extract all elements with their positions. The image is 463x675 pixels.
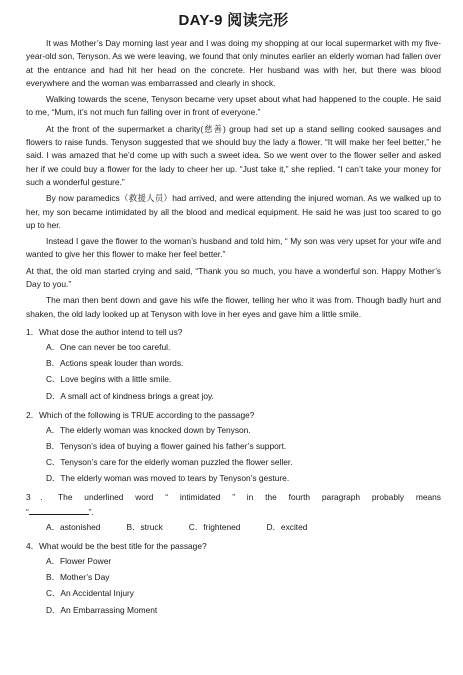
option-d: D．A small act of kindness brings a great joy. bbox=[46, 390, 214, 401]
question-3 bbox=[26, 491, 441, 535]
option-a: A．One can never be too careful. bbox=[46, 342, 171, 353]
option-list bbox=[26, 519, 441, 535]
page-title: DAY-9 阅读完形 bbox=[178, 12, 289, 29]
option-d: D．excited bbox=[266, 521, 308, 532]
passage-paragraph-7: The man then bent down and gave his wife the flower, telling her who it was from. Though badly hurt and shaken, the old lady looked up at Tenyson with love in her eyes and gave him a little smile. bbox=[26, 295, 441, 319]
passage-paragraph-4: By now paramedics（救援人员）had arrived, and were attending the injured woman. As we walked up to her, my son became intimidated by all the blood and medical equipment. He said he was just too scared to go up to her. bbox=[26, 193, 441, 230]
option-list bbox=[26, 553, 441, 617]
passage-paragraph-5: Instead I gave the flower to the woman’s husband and told him, “ My son was very upset for your wife and wanted to give her this flower to make her feel better.” bbox=[26, 236, 441, 260]
question-stem: 3．The underlined word “ intimidated ” in the fourth paragraph probably means bbox=[26, 492, 441, 503]
option-d: D．The elderly woman was moved to tears by Tenyson’s gesture. bbox=[46, 473, 290, 484]
option-list bbox=[26, 422, 441, 486]
option-b: B．Actions speak louder than words. bbox=[46, 358, 184, 369]
option-c: C．Tenyson’s care for the elderly woman puzzled the flower seller. bbox=[46, 457, 293, 468]
passage-paragraph-6: At that, the old man started crying and said, “Thank you so much, you have a wonderful son. Happy Mother’s Day to you.” bbox=[26, 265, 441, 290]
option-c: C．Love begins with a little smile. bbox=[46, 374, 172, 385]
option-b: B．Mother’s Day bbox=[46, 572, 110, 583]
option-a: A．Flower Power bbox=[46, 556, 112, 567]
question-2 bbox=[26, 409, 441, 487]
question-stem: 4．What would be the best title for the passage? bbox=[26, 540, 207, 551]
option-d: D．An Embarrassing Moment bbox=[46, 604, 158, 615]
question-stem: 2．Which of the following is TRUE according to the passage? bbox=[26, 409, 255, 420]
question-stem: 1．What dose the author intend to tell us? bbox=[26, 326, 183, 337]
question-1 bbox=[26, 326, 441, 404]
passage bbox=[26, 37, 441, 321]
option-b: B．struck bbox=[126, 521, 163, 532]
question-stem-continuation bbox=[26, 505, 441, 519]
passage-paragraph-3: At the front of the supermarket a charity(慈善) group had set up a stand selling cooked sausages and flowers to raise funds. Tenyson suggested that we should buy the lady a flower. “It will make her feel better,” he said. I was amazed that he’d come up with such a sweet idea. So we went over to the flower seller and asked her if we could buy a flower for the lady to cheer her up. “Just take it,” she replied. “I can’t take your money for such a wonderful gesture.” bbox=[26, 123, 441, 187]
close-quote: ”. bbox=[88, 506, 94, 517]
passage-paragraph-2: Walking towards the scene, Tenyson became very upset about what had happened to the couple. He said to me, “Mum, it’s not much fun falling over in front of everyone.” bbox=[26, 94, 441, 118]
question-4 bbox=[26, 540, 441, 618]
option-a: A．The elderly woman was knocked down by Tenyson. bbox=[46, 424, 251, 435]
option-c: C．An Accidental Injury bbox=[46, 588, 134, 599]
passage-paragraph-1: It was Mother’s Day morning last year and I was doing my shopping at our local supermarket with my five-year-old son, Tenyson. As we were leaving, we found that only minutes earlier an elderly woman had fallen over at the entrance and had hit her head on the concrete. Her husband was with her, but there was blood everywhere and the woman was embarrassed and clearly in shock. bbox=[26, 38, 441, 88]
option-a: A．astonished bbox=[46, 521, 101, 532]
option-c: C．frightened bbox=[188, 521, 241, 532]
answer-blank bbox=[29, 505, 89, 515]
option-b: B．Tenyson’s idea of buying a flower gained his father’s support. bbox=[46, 441, 287, 451]
option-list bbox=[26, 339, 441, 403]
open-quote: “ bbox=[26, 506, 29, 517]
